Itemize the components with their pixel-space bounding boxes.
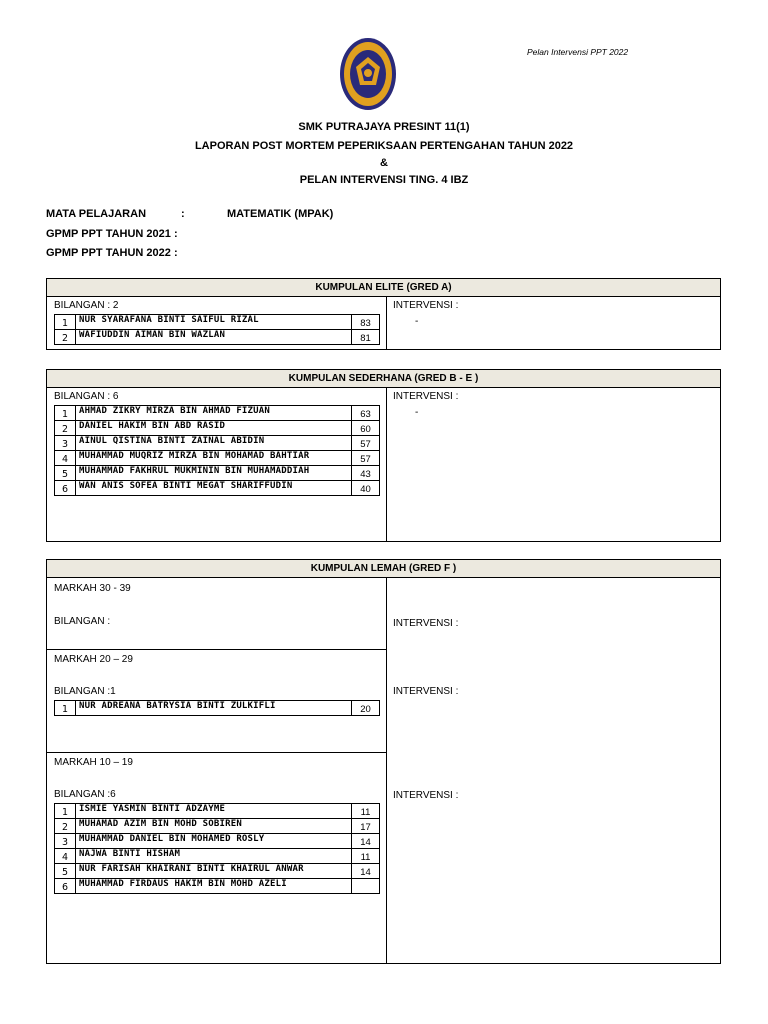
student-name: NUR FARISAH KHAIRANI BINTI KHAIRUL ANWAR	[76, 864, 352, 879]
lemah-left-column	[47, 578, 387, 963]
band-10-19-intervensi: INTERVENSI :	[393, 790, 459, 801]
subject-value: MATEMATIK (MPAK)	[227, 208, 334, 220]
sederhana-intervensi-label: INTERVENSI :	[393, 391, 459, 402]
student-name: WAFIUDDIN AIMAN BIN WAZLAN	[76, 330, 352, 345]
student-score: 17	[352, 819, 380, 834]
table-row	[55, 330, 380, 345]
table-row	[55, 481, 380, 496]
elite-intervensi-value: -	[415, 316, 419, 327]
student-score: 40	[352, 481, 380, 496]
band-20-29-range: MARKAH 20 – 29	[54, 654, 133, 665]
school-name: SMK PUTRAJAYA PRESINT 11(1)	[298, 121, 470, 133]
table-row	[55, 451, 380, 466]
student-name: MUHAMMAD FAKHRUL MUKMININ BIN MUHAMADDIAH	[76, 466, 352, 481]
band-30-39-bilangan: BILANGAN :	[54, 616, 111, 627]
row-number: 1	[55, 406, 76, 421]
band-20-29-intervensi: INTERVENSI :	[393, 686, 459, 697]
band-30-39-intervensi: INTERVENSI :	[393, 618, 459, 629]
band-30-39-range: MARKAH 30 - 39	[54, 583, 131, 594]
lemah-heading: KUMPULAN LEMAH (GRED F )	[47, 560, 720, 578]
student-score: 20	[352, 701, 380, 716]
student-score: 14	[352, 864, 380, 879]
plan-title: PELAN INTERVENSI TING. 4 IBZ	[299, 174, 469, 186]
lemah-section	[46, 559, 721, 964]
table-row	[55, 804, 380, 819]
sederhana-student-table	[54, 405, 380, 496]
student-name: NAJWA BINTI HISHAM	[76, 849, 352, 864]
sederhana-bilangan: BILANGAN : 6	[54, 391, 119, 402]
student-name: AHMAD ZIKRY MIRZA BIN AHMAD FIZUAN	[76, 406, 352, 421]
row-number: 1	[55, 804, 76, 819]
row-number: 4	[55, 451, 76, 466]
student-score	[352, 879, 380, 894]
row-number: 2	[55, 330, 76, 345]
sederhana-right-column	[387, 388, 720, 541]
subject-colon: :	[181, 208, 185, 220]
band-10-19-bilangan: BILANGAN :6	[54, 789, 116, 800]
gpmp-2022-label: GPMP PPT TAHUN 2022 :	[46, 247, 178, 259]
sederhana-heading: KUMPULAN SEDERHANA (GRED B - E )	[47, 370, 720, 388]
student-score: 11	[352, 849, 380, 864]
band-10-19-range: MARKAH 10 – 19	[54, 757, 133, 768]
table-row	[55, 421, 380, 436]
student-name: NUR SYARAFANA BINTI SAIFUL RIZAL	[76, 315, 352, 330]
student-name: MUHAMAD AZIM BIN MOHD SOBIREN	[76, 819, 352, 834]
sederhana-intervensi-value: -	[415, 407, 419, 418]
subject-row	[46, 208, 333, 220]
student-name: MUHAMMAD DANIEL BIN MOHAMED ROSLY	[76, 834, 352, 849]
student-score: 63	[352, 406, 380, 421]
row-number: 6	[55, 481, 76, 496]
row-number: 5	[55, 466, 76, 481]
row-number: 1	[55, 701, 76, 716]
table-row	[55, 436, 380, 451]
header-note: Pelan Intervensi PPT 2022	[527, 47, 629, 57]
row-number: 4	[55, 849, 76, 864]
row-number: 3	[55, 436, 76, 451]
student-score: 57	[352, 436, 380, 451]
elite-left-column	[47, 297, 387, 349]
table-row	[55, 701, 380, 716]
table-row	[55, 406, 380, 421]
elite-heading: KUMPULAN ELITE (GRED A)	[47, 279, 720, 297]
band-20-29-student-table	[54, 700, 380, 716]
table-row	[55, 834, 380, 849]
student-score: 43	[352, 466, 380, 481]
student-name: MUHAMMAD MUQRIZ MIRZA BIN MOHAMAD BAHTIAR	[76, 451, 352, 466]
school-crest-logo	[339, 37, 397, 111]
row-number: 2	[55, 819, 76, 834]
band-20-29-bilangan: BILANGAN :1	[54, 686, 116, 697]
student-score: 11	[352, 804, 380, 819]
student-name: NUR ADREANA BATRYSIA BINTI ZULKIFLI	[76, 701, 352, 716]
student-name: ISMIE YASMIN BINTI ADZAYME	[76, 804, 352, 819]
elite-right-column	[387, 297, 720, 349]
student-score: 57	[352, 451, 380, 466]
table-row	[55, 315, 380, 330]
student-name: WAN ANIS SOFEA BINTI MEGAT SHARIFFUDIN	[76, 481, 352, 496]
student-score: 83	[352, 315, 380, 330]
elite-bilangan: BILANGAN : 2	[54, 300, 119, 311]
elite-student-table	[54, 314, 380, 345]
band-divider	[47, 649, 387, 650]
student-score: 81	[352, 330, 380, 345]
row-number: 5	[55, 864, 76, 879]
title-ampersand: &	[380, 157, 388, 169]
report-title: LAPORAN POST MORTEM PEPERIKSAAN PERTENGAHAN TAHUN 2022	[194, 140, 574, 152]
student-score: 14	[352, 834, 380, 849]
table-row	[55, 864, 380, 879]
student-score: 60	[352, 421, 380, 436]
table-row	[55, 879, 380, 894]
band-10-19-student-table	[54, 803, 380, 894]
band-divider	[47, 752, 387, 753]
row-number: 1	[55, 315, 76, 330]
sederhana-left-column	[47, 388, 387, 541]
row-number: 2	[55, 421, 76, 436]
student-name: AINUL QISTINA BINTI ZAINAL ABIDIN	[76, 436, 352, 451]
sederhana-section	[46, 369, 721, 542]
gpmp-2021-label: GPMP PPT TAHUN 2021 :	[46, 228, 178, 240]
student-name: MUHAMMAD FIRDAUS HAKIM BIN MOHD AZELI	[76, 879, 352, 894]
table-row	[55, 466, 380, 481]
row-number: 3	[55, 834, 76, 849]
student-name: DANIEL HAKIM BIN ABD RASID	[76, 421, 352, 436]
table-row	[55, 849, 380, 864]
elite-section	[46, 278, 721, 350]
elite-intervensi-label: INTERVENSI :	[393, 300, 459, 311]
row-number: 6	[55, 879, 76, 894]
subject-label: MATA PELAJARAN	[46, 208, 147, 220]
table-row	[55, 819, 380, 834]
